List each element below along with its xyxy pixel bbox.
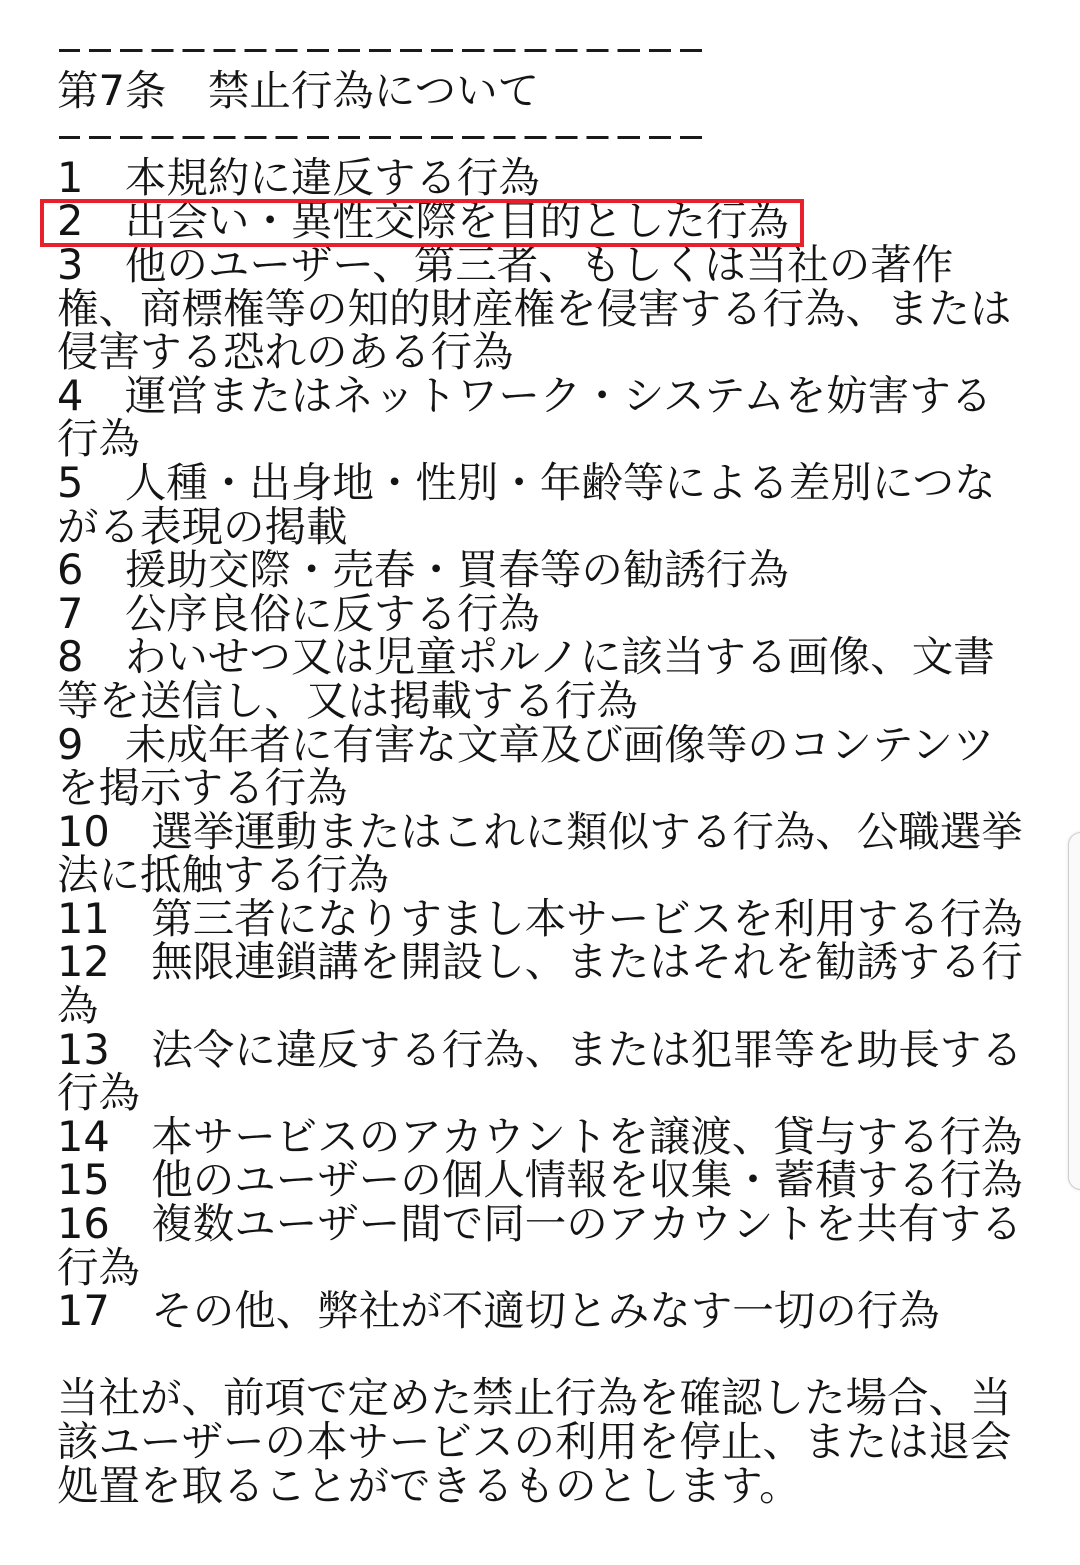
text-line: 行為 [57, 1068, 141, 1118]
text-line: 等を送信し、又は掲載する行為 [57, 675, 639, 725]
text-line: 6 援助交際・売春・買春等の勧誘行為 [57, 545, 789, 595]
text-line: 12 無限連鎖講を開設し、またはそれを勧誘する行 [57, 937, 1023, 987]
text-line: 侵害する恐れのある行為 [57, 327, 514, 377]
closing-line: 処置を取ることができるものとします。 [57, 1460, 801, 1510]
text-line: 1 本規約に違反する行為 [57, 152, 540, 202]
text-line: 権、商標権等の知的財産権を侵害する行為、または [57, 283, 1012, 333]
text-line: 行為 [57, 414, 141, 464]
text-line: 8 わいせつ又は児童ポルノに該当する画像、文書 [57, 632, 995, 682]
text-line: 17 その他、弊社が不適切とみなす一切の行為 [57, 1286, 940, 1336]
text-line: 為 [57, 981, 99, 1031]
paragraph-gap [57, 1333, 1047, 1377]
text-line: 10 選挙運動またはこれに類似する行為、公職選挙 [57, 806, 1023, 856]
text-line-highlighted: 2 出会い・異性交際を目的とした行為 [57, 196, 789, 246]
text-line: 5 人種・出身地・性別・年齢等による差別につな [57, 457, 996, 507]
article-title: 第7条 禁止行為について [57, 65, 540, 115]
text-line: 14 本サービスのアカウントを譲渡、貸与する行為 [57, 1111, 1023, 1161]
closing-line: 該ユーザーの本サービスの利用を停止、または退会 [57, 1417, 1012, 1466]
text-line: 11 第三者になりすまし本サービスを利用する行為 [57, 893, 1023, 943]
text-line: がる表現の掲載 [57, 501, 348, 551]
text-line: 7 公序良俗に反する行為 [57, 588, 540, 638]
text-line: 15 他のユーザーの個人情報を収集・蓄積する行為 [57, 1155, 1023, 1205]
text-line: 9 未成年者に有害な文章及び画像等のコンテンツ [57, 719, 995, 769]
text-line: 4 運営またはネットワーク・システムを妨害する [57, 370, 993, 420]
closing-line: 当社が、前項で定めた禁止行為を確認した場合、当 [57, 1373, 1012, 1423]
text-line: 法に抵触する行為 [57, 850, 390, 900]
document-body [57, 25, 1047, 1510]
scrollbar-handle[interactable] [1068, 832, 1080, 1190]
highlight-annotation-box [40, 199, 804, 247]
title-divider [57, 112, 1047, 156]
text-line: を掲示する行為 [57, 763, 348, 813]
text-line: 13 法令に違反する行為、または犯罪等を助長する [57, 1024, 1023, 1074]
text-line: 行為 [57, 1242, 141, 1292]
text-line: 3 他のユーザー、第三者、もしくは当社の著作 [57, 239, 954, 289]
top-divider [57, 25, 1047, 69]
text-line: 16 複数ユーザー間で同一のアカウントを共有する [57, 1199, 1023, 1249]
